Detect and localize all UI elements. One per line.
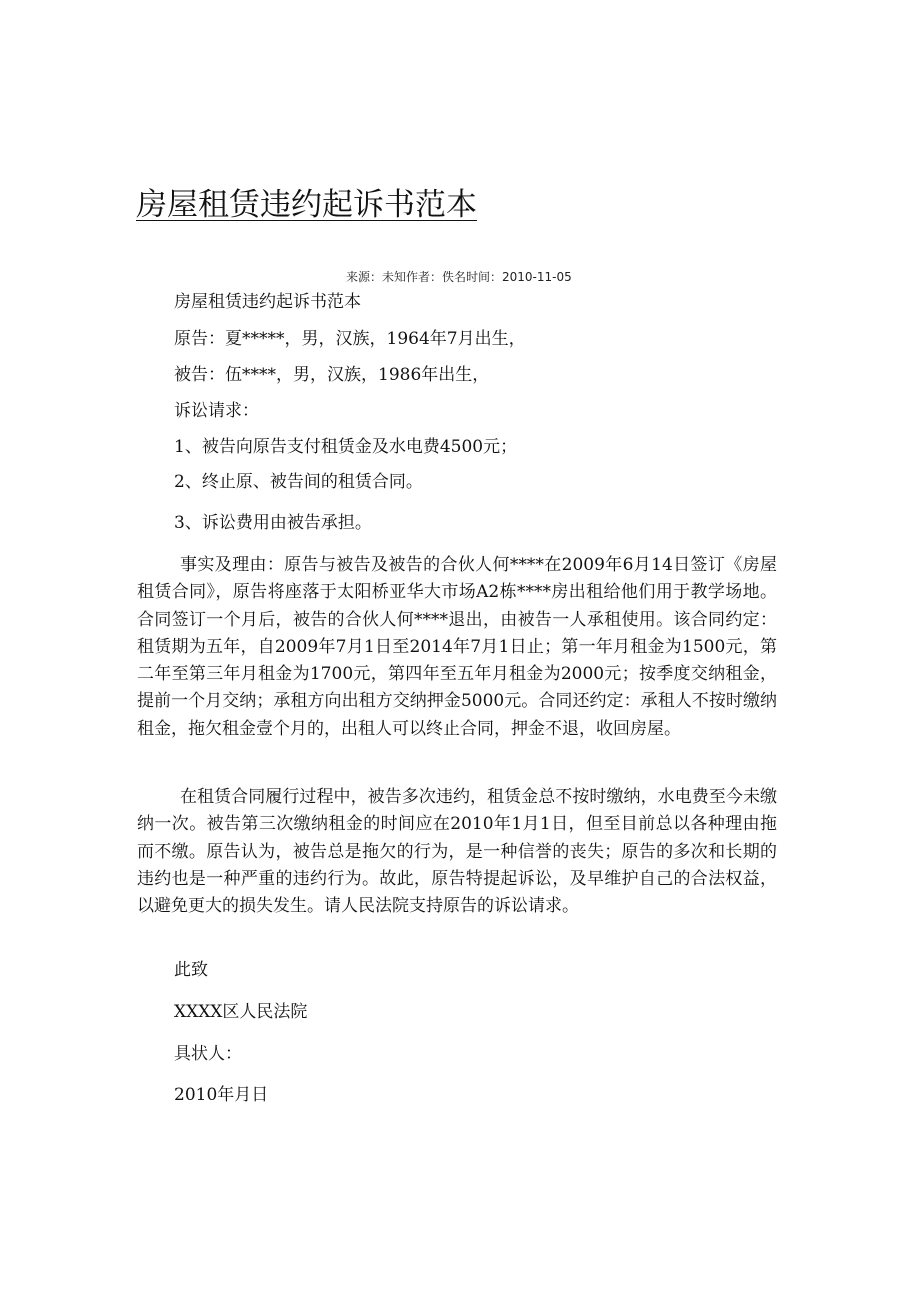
claim-item: 3、诉讼费用由被告承担。 [174, 513, 372, 533]
document-subtitle: 房屋租赁违约起诉书范本 [174, 292, 361, 312]
court-line: XXXX区人民法院 [174, 1002, 308, 1022]
source-line: 来源：未知作者：佚名时间：2010-11-05 [346, 270, 572, 284]
document-title: 房屋租赁违约起诉书范本 [136, 187, 477, 223]
signer-line: 具状人： [174, 1044, 242, 1064]
date-line: 2010年月日 [174, 1085, 269, 1105]
closing-line: 此致 [174, 960, 208, 980]
facts-paragraph: 事实及理由：原告与被告及被告的合伙人何****在2009年6月14日签订《房屋租赁合同》，原告将座落于太阳桥亚华大市场A2栋****房出租给他们用于教学场地。合同签订一个月后，被告的合伙人何****退出，由被告一人承租使用。该合同约定：租赁期为五年，自2009年7月1日至2014年7月1日止；第一年月租金为1500元，第二年至第三年月租金为1700元，第四年至五年月租金为2000元；按季度交纳租金，提前一个月交纳；承租方向出租方交纳押金5000元。合同还约定：承租人不按时缴纳租金，拖欠租金壹个月的，出租人可以终止合同，押金不退，收回房屋。 [137, 555, 777, 739]
breach-paragraph: 在租赁合同履行过程中，被告多次违约，租赁金总不按时缴纳，水电费至今未缴纳一次。被告第三次缴纳租金的时间应在2010年1月1日，但至目前总以各种理由拖而不缴。原告认为，被告总是拖欠的行为，是一种信誉的丧失；原告的多次和长期的违约也是一种严重的违约行为。故此，原告特提起诉讼，及早维护自己的合法权益，以避免更大的损失发生。请人民法院支持原告的诉讼请求。 [137, 787, 777, 917]
defendant-line: 被告：伍****，男，汉族，1986年出生， [174, 365, 490, 385]
claims-heading: 诉讼请求： [174, 401, 259, 421]
claim-item: 1、被告向原告支付租赁金及水电费4500元； [174, 437, 518, 457]
claim-item: 2、终止原、被告间的租赁合同。 [174, 472, 423, 492]
plaintiff-line: 原告：夏*****，男，汉族，1964年7月出生， [174, 329, 526, 349]
